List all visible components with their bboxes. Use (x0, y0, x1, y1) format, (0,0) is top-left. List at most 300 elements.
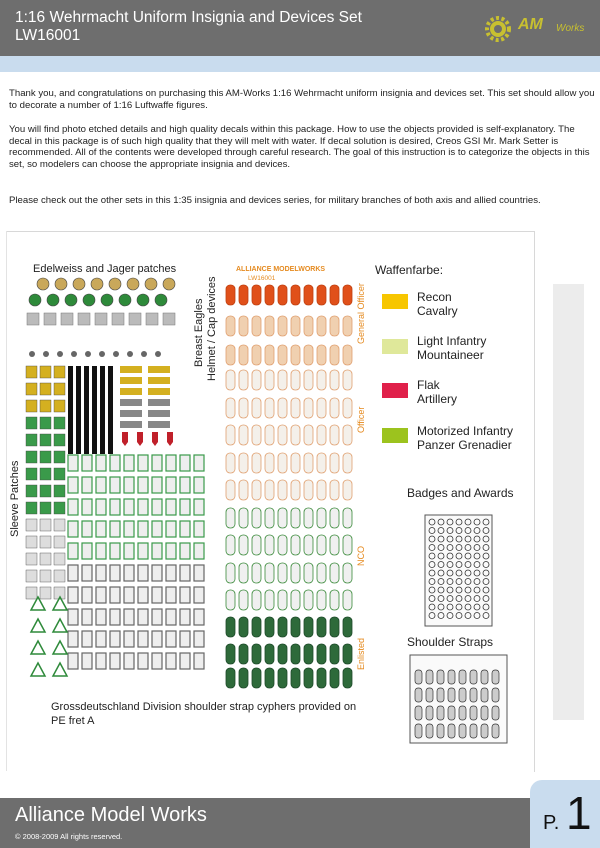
shoulder-strap (343, 453, 352, 473)
sleeve-patch (26, 587, 37, 599)
intro-paragraph-3: Please check out the other sets in this 1:35 insignia and devices series, for military branches of both axis and allied countries. (9, 195, 541, 206)
edelweiss-badge (44, 313, 56, 325)
collar-tab (138, 543, 148, 559)
pe-strap (470, 724, 477, 738)
collar-tab (152, 587, 162, 603)
collar-tab (194, 543, 204, 559)
collar-tab (194, 477, 204, 493)
collar-tab (68, 609, 78, 625)
sleeve-patch (26, 553, 37, 565)
shoulder-strap (343, 590, 352, 610)
shoulder-strap (239, 316, 248, 336)
sleeve-patch (54, 468, 65, 480)
collar-tab (138, 653, 148, 669)
collar-tab (110, 499, 120, 515)
page-number: 1 (566, 787, 592, 839)
shoulder-strap (226, 425, 235, 445)
helmet-shield (152, 432, 158, 446)
collar-tab (124, 455, 134, 471)
helmet-shield (137, 432, 143, 446)
sleeve-patch (54, 400, 65, 412)
shoulder-strap (239, 590, 248, 610)
shoulder-strap (265, 480, 274, 500)
page-prefix: P. (543, 812, 560, 834)
officer-label: Officer (356, 406, 366, 433)
breast-eagle (148, 410, 170, 417)
shoulder-strap (226, 590, 235, 610)
collar-tab (110, 565, 120, 581)
shoulder-strap (252, 370, 261, 390)
shoulder-strap (226, 316, 235, 336)
general-officer-label: General Officer (356, 283, 366, 344)
sleeve-patch (26, 485, 37, 497)
collar-tab (68, 521, 78, 537)
shoulder-strap (330, 425, 339, 445)
shoulder-strap (330, 617, 339, 637)
collar-tab (152, 499, 162, 515)
collar-tab (180, 455, 190, 471)
pe-strap (459, 706, 466, 720)
shoulder-strap (304, 508, 313, 528)
collar-tab (152, 521, 162, 537)
pe-strap (459, 724, 466, 738)
shoulder-strap (226, 563, 235, 583)
collar-tab (96, 477, 106, 493)
rank-chevron (53, 663, 67, 676)
shoulder-strap (239, 535, 248, 555)
waffenfarbe-title: Waffenfarbe: (375, 263, 444, 277)
sleeve-patch (40, 570, 51, 582)
shoulder-strap (304, 535, 313, 555)
edelweiss-badge (146, 313, 158, 325)
pe-strap (459, 688, 466, 702)
pe-strap (426, 688, 433, 702)
product-code: LW16001 (15, 27, 81, 44)
shoulder-strap (265, 345, 274, 365)
collar-tab (166, 499, 176, 515)
shoulder-strap (317, 398, 326, 418)
sleeve-patch (40, 536, 51, 548)
shoulder-strap (226, 617, 235, 637)
collar-tab (166, 521, 176, 537)
edelweiss-badge (27, 313, 39, 325)
shoulder-strap (226, 668, 235, 688)
edelweiss-badge (112, 313, 124, 325)
cuff-title (84, 366, 89, 454)
breast-eagle (148, 421, 170, 428)
shoulder-strap (317, 345, 326, 365)
sleeve-patch (54, 553, 65, 565)
shoulder-strap (330, 345, 339, 365)
shoulder-strap (226, 453, 235, 473)
sleeve-patch (54, 417, 65, 429)
collar-tab (110, 587, 120, 603)
sleeve-patch (54, 536, 65, 548)
recon-label: Recon (417, 290, 452, 304)
collar-tab (166, 653, 176, 669)
shoulder-strap (278, 644, 287, 664)
edelweiss-patch (155, 294, 167, 306)
pe-strap (448, 688, 455, 702)
shoulder-strap (304, 316, 313, 336)
edelweiss-patch (47, 294, 59, 306)
pe-strap (415, 724, 422, 738)
collar-tab (68, 477, 78, 493)
pe-strap (415, 670, 422, 684)
shoulder-strap (304, 480, 313, 500)
collar-tab (82, 543, 92, 559)
pe-strap (470, 688, 477, 702)
pe-strap (492, 706, 499, 720)
collar-tab (194, 455, 204, 471)
collar-tab (124, 521, 134, 537)
collar-tab (82, 455, 92, 471)
sleeve-patch (40, 417, 51, 429)
shoulder-strap (252, 453, 261, 473)
collar-tab (110, 477, 120, 493)
small-button (85, 351, 91, 357)
collar-tab (68, 455, 78, 471)
shoulder-strap (239, 644, 248, 664)
pe-strap (437, 706, 444, 720)
sleeve-patch (40, 434, 51, 446)
sleeve-patch (26, 434, 37, 446)
shoulder-strap (278, 370, 287, 390)
shoulder-strap (291, 370, 300, 390)
shoulder-strap (317, 285, 326, 305)
shoulder-strap (291, 508, 300, 528)
breast-eagle (120, 377, 142, 384)
pe-strap (492, 688, 499, 702)
helmet-shield (167, 432, 173, 446)
shoulder-strap (330, 590, 339, 610)
sheet-brand: ALLIANCE MODELWORKS (236, 266, 326, 273)
shoulder-strap (343, 425, 352, 445)
collar-tab (194, 499, 204, 515)
shoulder-strap (330, 508, 339, 528)
shoulder-strap (343, 316, 352, 336)
shoulder-strap (317, 480, 326, 500)
breast-eagle (120, 421, 142, 428)
shoulder-strap (265, 425, 274, 445)
edelweiss-badge (95, 313, 107, 325)
small-button (141, 351, 147, 357)
shoulder-strap (291, 617, 300, 637)
edelweiss-badge (129, 313, 141, 325)
collar-tab (96, 631, 106, 647)
shoulder-strap (317, 508, 326, 528)
shoulder-strap (278, 345, 287, 365)
pe-strap (448, 724, 455, 738)
shoulder-strap (278, 316, 287, 336)
shoulder-strap (239, 425, 248, 445)
sleeve-patch (54, 519, 65, 531)
collar-tab (68, 587, 78, 603)
shoulder-strap (343, 617, 352, 637)
collar-tab (124, 565, 134, 581)
sleeve-patch (40, 519, 51, 531)
shoulder-strap (239, 508, 248, 528)
collar-tab (180, 521, 190, 537)
shoulder-strap (252, 668, 261, 688)
sleeve-patch (54, 434, 65, 446)
shoulder-strap (304, 425, 313, 445)
shoulder-strap (291, 425, 300, 445)
pe-strap (459, 670, 466, 684)
swatch-flak (382, 383, 408, 398)
collar-tab (180, 631, 190, 647)
artillery-label: Artillery (417, 392, 458, 406)
edelweiss-patch (101, 294, 113, 306)
collar-tab (124, 587, 134, 603)
shoulder-strap (265, 535, 274, 555)
sleeve-patch (26, 519, 37, 531)
collar-tab (96, 609, 106, 625)
shoulder-strap (226, 644, 235, 664)
sleeve-patch (54, 502, 65, 514)
small-button (113, 351, 119, 357)
shoulder-strap (343, 535, 352, 555)
edelweiss-patch (91, 278, 103, 290)
shoulder-strap (330, 563, 339, 583)
shoulder-strap (291, 668, 300, 688)
rank-chevron (53, 641, 67, 654)
shoulder-strap (252, 285, 261, 305)
shoulder-strap (304, 563, 313, 583)
edelweiss-patch (109, 278, 121, 290)
edelweiss-label: Edelweiss and Jager patches (33, 263, 177, 275)
rank-chevron (31, 641, 45, 654)
pe-strap (492, 670, 499, 684)
shoulder-strap (317, 316, 326, 336)
shoulder-strap (330, 668, 339, 688)
shoulder-strap (343, 345, 352, 365)
shoulder-strap (278, 453, 287, 473)
logo-am: AM (518, 16, 543, 33)
sleeve-patches-label: Sleeve Patches (9, 460, 21, 537)
collar-tab (138, 455, 148, 471)
collar-tab (82, 587, 92, 603)
collar-tab (124, 499, 134, 515)
shoulder-strap (304, 285, 313, 305)
flak-label: Flak (417, 378, 440, 392)
small-button (43, 351, 49, 357)
shoulder-strap (304, 644, 313, 664)
pe-strap (470, 706, 477, 720)
nco-label: NCO (356, 546, 366, 566)
shoulder-strap (291, 563, 300, 583)
footer-brand: Alliance Model Works (15, 804, 207, 826)
small-button (29, 351, 35, 357)
sleeve-patch (26, 468, 37, 480)
collar-tab (124, 477, 134, 493)
shoulder-strap (252, 345, 261, 365)
collar-tab (138, 477, 148, 493)
collar-tab (180, 499, 190, 515)
shoulder-strap (291, 285, 300, 305)
shoulder-strap (317, 563, 326, 583)
shoulder-strap (278, 285, 287, 305)
shoulder-strap (278, 398, 287, 418)
shoulder-strap (278, 425, 287, 445)
shoulder-strap (226, 480, 235, 500)
collar-tab (68, 631, 78, 647)
pe-strap (415, 706, 422, 720)
pe-strap (492, 724, 499, 738)
sleeve-patch (40, 485, 51, 497)
shoulder-strap (330, 316, 339, 336)
edelweiss-patch (37, 278, 49, 290)
shoulder-strap (291, 398, 300, 418)
collar-tab (124, 631, 134, 647)
collar-tab (180, 653, 190, 669)
sleeve-patch (40, 468, 51, 480)
shoulder-strap (330, 370, 339, 390)
collar-tab (194, 609, 204, 625)
shoulder-strap (291, 480, 300, 500)
helmet-shield (122, 432, 128, 446)
pe-strap (426, 670, 433, 684)
shoulder-strap (226, 370, 235, 390)
sleeve-patch (54, 485, 65, 497)
pe-strap (481, 706, 488, 720)
shoulder-strap (291, 644, 300, 664)
shoulder-strap (226, 345, 235, 365)
shoulder-strap (265, 644, 274, 664)
collar-tab (166, 587, 176, 603)
shoulder-strap (343, 398, 352, 418)
pe-strap (437, 688, 444, 702)
sleeve-patch (54, 451, 65, 463)
sleeve-patch (40, 502, 51, 514)
collar-tab (138, 521, 148, 537)
shoulder-strap (291, 535, 300, 555)
pe-strap (415, 688, 422, 702)
swatch-light-infantry (382, 339, 408, 354)
collar-tab (96, 455, 106, 471)
breast-eagle (148, 388, 170, 395)
collar-tab (152, 609, 162, 625)
shoulder-strap (317, 668, 326, 688)
collar-tab (124, 609, 134, 625)
breast-eagle (120, 366, 142, 373)
shoulder-strap (239, 617, 248, 637)
sleeve-patch (40, 587, 51, 599)
shoulder-strap (252, 617, 261, 637)
sleeve-patch (40, 400, 51, 412)
collar-tab (82, 499, 92, 515)
collar-tab (138, 499, 148, 515)
shoulder-strap (278, 535, 287, 555)
collar-tab (166, 609, 176, 625)
breast-eagles-label: Breast Eagles (193, 298, 205, 367)
shoulder-strap (265, 285, 274, 305)
shoulder-strap (278, 480, 287, 500)
collar-tab (138, 631, 148, 647)
shoulder-strap (304, 370, 313, 390)
collar-tab (152, 477, 162, 493)
small-button (127, 351, 133, 357)
pe-strap (437, 724, 444, 738)
shoulder-strap (343, 644, 352, 664)
pe-strap (426, 706, 433, 720)
collar-tab (180, 609, 190, 625)
collar-tab (82, 609, 92, 625)
collar-tab (138, 609, 148, 625)
shoulder-strap (278, 617, 287, 637)
shoulder-strap (239, 668, 248, 688)
shoulder-strap (265, 617, 274, 637)
shoulder-strap (304, 668, 313, 688)
shoulder-strap (252, 508, 261, 528)
collar-tab (110, 631, 120, 647)
edelweiss-patch (119, 294, 131, 306)
collar-tab (124, 653, 134, 669)
sleeve-patch (26, 570, 37, 582)
collar-tab (152, 543, 162, 559)
swatch-motorized (382, 428, 408, 443)
edelweiss-patch (65, 294, 77, 306)
sleeve-patch (26, 451, 37, 463)
collar-tab (124, 543, 134, 559)
badges-label: Badges and Awards (407, 486, 514, 500)
collar-tab (82, 565, 92, 581)
shoulder-strap (304, 590, 313, 610)
shoulder-strap (330, 453, 339, 473)
light-infantry-label: Light Infantry (417, 334, 487, 348)
edelweiss-patch (55, 278, 67, 290)
shoulder-strap (317, 535, 326, 555)
collar-tab (68, 499, 78, 515)
shoulder-strap (330, 535, 339, 555)
mountaineer-label: Mountaineer (417, 348, 484, 362)
sleeve-patch (54, 383, 65, 395)
collar-tab (152, 565, 162, 581)
collar-tab (180, 565, 190, 581)
sleeve-patch (26, 383, 37, 395)
cuff-title (100, 366, 105, 454)
rank-chevron (53, 619, 67, 632)
shoulder-strap (226, 508, 235, 528)
shoulder-strap (343, 668, 352, 688)
edelweiss-patch (29, 294, 41, 306)
collar-tab (96, 543, 106, 559)
collar-tab (194, 587, 204, 603)
pe-strap (481, 724, 488, 738)
sleeve-patch (26, 536, 37, 548)
collar-tab (166, 477, 176, 493)
shoulder-strap (265, 398, 274, 418)
collar-tab (152, 653, 162, 669)
collar-tab (68, 565, 78, 581)
collar-tab (96, 499, 106, 515)
collar-tab (82, 477, 92, 493)
shoulder-strap (317, 370, 326, 390)
shoulder-strap (265, 508, 274, 528)
pe-strap (481, 688, 488, 702)
shoulder-strap (304, 453, 313, 473)
collar-tab (96, 587, 106, 603)
collar-tab (194, 521, 204, 537)
collar-tab (68, 653, 78, 669)
shoulder-strap (252, 563, 261, 583)
breast-eagle (148, 377, 170, 384)
shoulder-strap (252, 590, 261, 610)
sleeve-patch (40, 553, 51, 565)
helmet-devices-label: Helmet / Cap devices (206, 276, 218, 381)
footer-copyright: © 2008-2009 All rights reserved. (15, 832, 123, 841)
collar-tab (180, 477, 190, 493)
